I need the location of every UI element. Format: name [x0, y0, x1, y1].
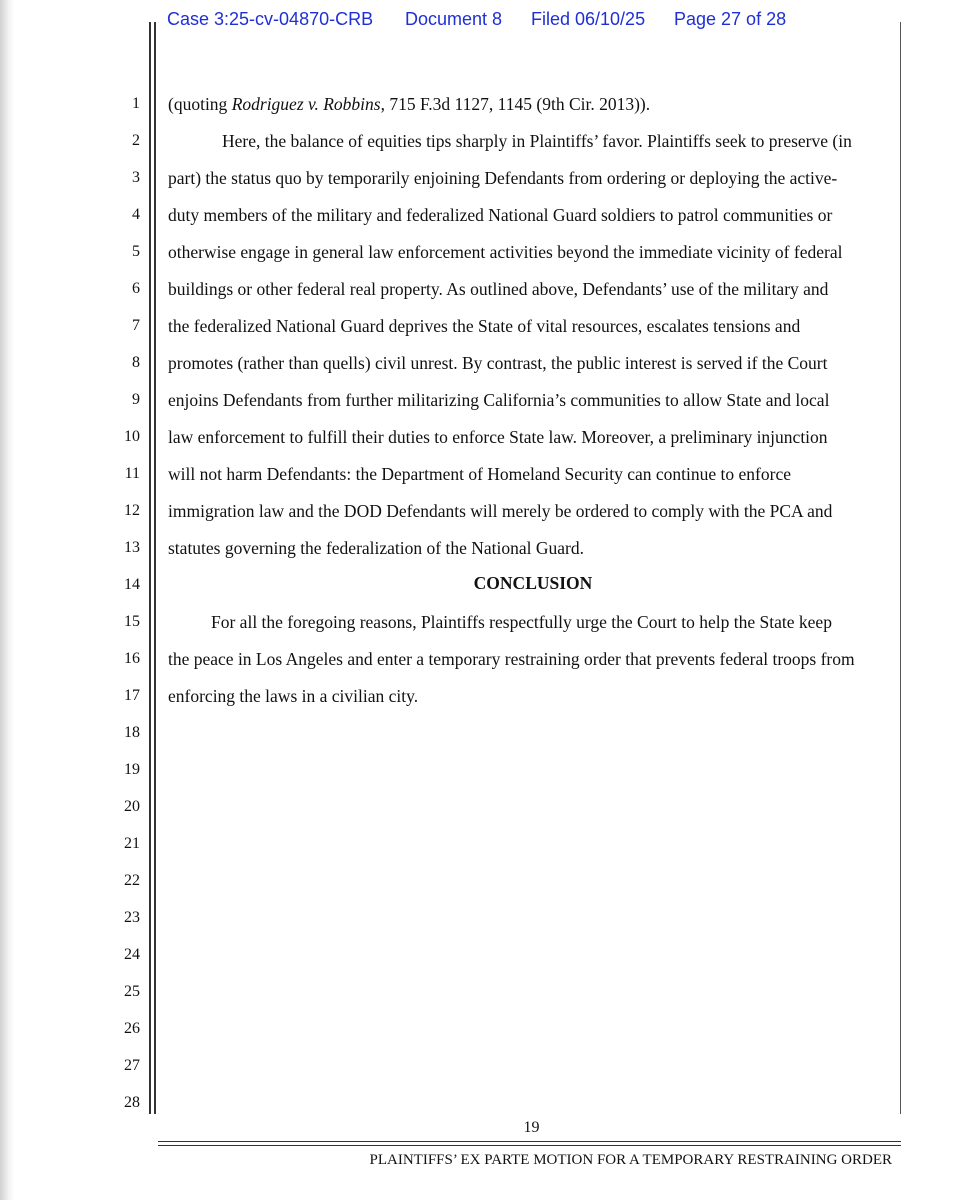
line-number: 23	[124, 909, 140, 926]
line-number: 21	[124, 835, 140, 852]
line-number: 25	[124, 983, 140, 1000]
line-number: 13	[124, 539, 140, 556]
line-number: 27	[124, 1057, 140, 1074]
text-line: will not harm Defendants: the Department of Homeland Security can continue to enforce	[168, 464, 791, 484]
line-number: 26	[124, 1020, 140, 1037]
line-number: 11	[124, 465, 140, 482]
right-margin-rule	[900, 22, 901, 1114]
text-line: the federalized National Guard deprives the State of vital resources, escalates tensions and	[168, 316, 801, 336]
line-number: 22	[124, 872, 140, 889]
text-line: part) the status quo by temporarily enjoining Defendants from ordering or deploying the active-	[168, 168, 838, 188]
section-heading: CONCLUSION	[473, 573, 593, 593]
page-number: 19	[523, 1119, 540, 1136]
line-number: 20	[124, 798, 140, 815]
text-line: statutes governing the federalization of the National Guard.	[168, 538, 584, 558]
footer-rule-lower	[158, 1145, 901, 1146]
filed-date: Filed 06/10/25	[531, 9, 646, 29]
line-number: 14	[124, 576, 140, 593]
line-number: 7	[132, 317, 140, 334]
line-number: 18	[124, 724, 140, 741]
ecf-header-stamp	[0, 9, 957, 31]
case-name: Rodriguez v. Robbins	[231, 94, 381, 114]
citation-prefix: (quoting	[168, 94, 232, 114]
left-margin-rule	[149, 22, 151, 1114]
left-margin-rule-inner	[154, 22, 156, 1114]
text-line: the peace in Los Angeles and enter a temporary restraining order that prevents federal troops from	[168, 649, 855, 669]
scan-edge-shadow	[0, 0, 14, 1200]
page-of-pages: Page 27 of 28	[674, 9, 787, 29]
case-number: Case 3:25-cv-04870-CRB	[167, 9, 374, 29]
line-number: 10	[124, 428, 140, 445]
text-line: Here, the balance of equities tips sharply in Plaintiffs’ favor. Plaintiffs seek to preserve (in	[222, 131, 852, 151]
line-number: 17	[124, 687, 140, 704]
line-number: 12	[124, 502, 140, 519]
citation-line	[168, 92, 650, 116]
line-number: 2	[132, 132, 140, 149]
text-line: enjoins Defendants from further militarizing California’s communities to allow State and local	[168, 390, 830, 410]
text-line: promotes (rather than quells) civil unrest. By contrast, the public interest is served if the Court	[168, 353, 828, 373]
text-line: law enforcement to fulfill their duties to enforce State law. Moreover, a preliminary injunction	[168, 427, 828, 447]
line-number: 5	[132, 243, 140, 260]
line-number: 8	[132, 354, 140, 371]
line-number: 4	[132, 206, 140, 223]
footer-title: PLAINTIFFS’ EX PARTE MOTION FOR A TEMPORARY RESTRAINING ORDER	[369, 1152, 892, 1168]
line-number: 6	[132, 280, 140, 297]
line-number: 28	[124, 1094, 140, 1111]
line-number: 9	[132, 391, 140, 408]
text-line: otherwise engage in general law enforcement activities beyond the immediate vicinity of federal	[168, 242, 843, 262]
line-number: 19	[124, 761, 140, 778]
text-line: immigration law and the DOD Defendants will merely be ordered to comply with the PCA and	[168, 501, 833, 521]
text-line: enforcing the laws in a civilian city.	[168, 686, 419, 706]
text-line: For all the foregoing reasons, Plaintiffs respectfully urge the Court to help the State keep	[211, 612, 832, 632]
text-line: duty members of the military and federalized National Guard soldiers to patrol communities or	[168, 205, 833, 225]
footer-rule	[158, 1141, 901, 1142]
citation-suffix: , 715 F.3d 1127, 1145 (9th Cir. 2013)).	[380, 94, 651, 114]
line-number: 16	[124, 650, 140, 667]
line-number: 15	[124, 613, 140, 630]
line-number: 3	[132, 169, 140, 186]
document-number: Document 8	[405, 9, 503, 29]
line-number: 1	[132, 95, 140, 112]
text-line: buildings or other federal real property. As outlined above, Defendants’ use of the military and	[168, 279, 829, 299]
line-number: 24	[124, 946, 140, 963]
